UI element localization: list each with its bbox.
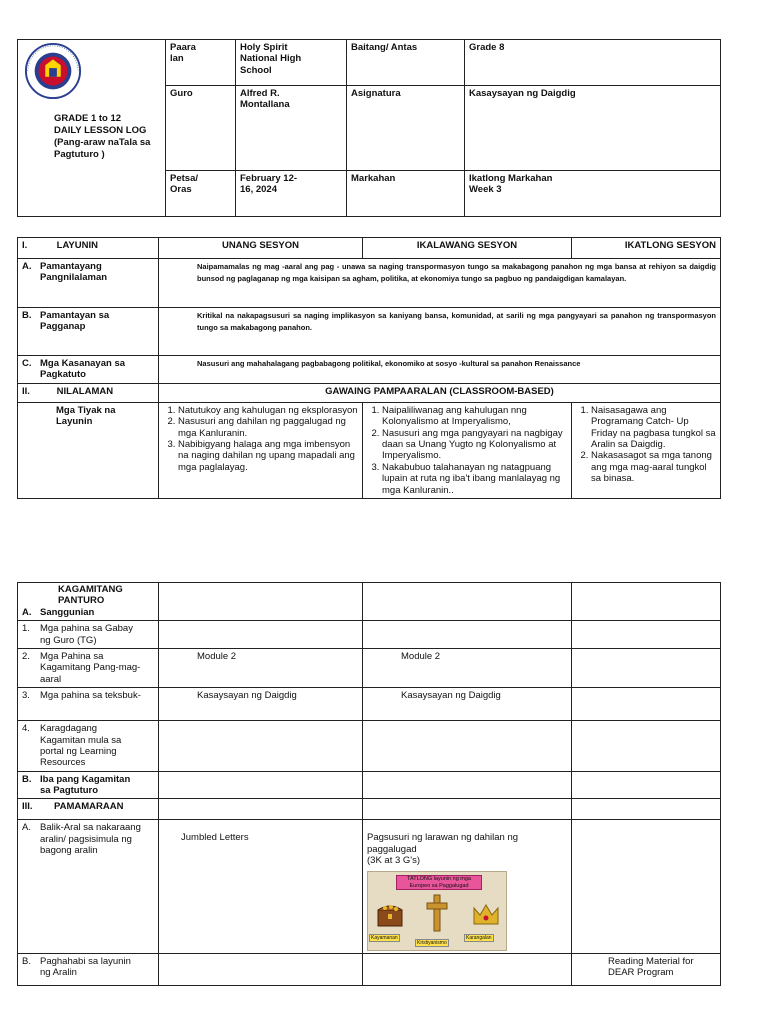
value-line: February 12- [240, 173, 298, 184]
section-title: LAYUNIN [56, 240, 98, 251]
label-line: Karagdagang [40, 723, 98, 735]
label-line: Petsa/ [170, 173, 198, 184]
title-line: Pagtuturo ) [54, 149, 105, 161]
sesyon-1-module: Module 2 [159, 648, 363, 687]
value-line: Ikatlong Markahan [469, 173, 553, 184]
title-line: DAILY LESSON LOG [54, 125, 147, 137]
empty-cell [363, 621, 572, 649]
row-num: 4. [22, 723, 30, 735]
tiyak-layunin-label: Mga Tiyak na Layunin [18, 402, 159, 498]
label-line: sa Pagtuturo [40, 785, 99, 797]
list-item: 3. Nabibigyang halaga ang mga imbensyon na naging dahilan ng upang mapadali ang mga paglalayag. [178, 439, 358, 473]
empty-cell [363, 721, 572, 772]
value-line: National High [240, 53, 302, 65]
asignatura-value: Kasaysayan ng Daigdig [465, 86, 721, 171]
row-num: 1. [22, 623, 30, 635]
label-line: Mga pahina sa teksbuk- [40, 690, 141, 702]
sesyon-2-teksbuk: Kasaysayan ng Daigdig [363, 688, 572, 721]
empty-cell [572, 621, 721, 649]
empty-cell [159, 953, 363, 985]
iba-pang-kagamitan-label [18, 771, 159, 799]
label-line: Balik-Aral sa nakaraang [40, 822, 141, 834]
list-item: 1. Naipaliliwanag ang kahulugan nng Kolonyalismo at Imperyalismo, [382, 405, 567, 428]
text-line: DEAR Program [608, 967, 674, 979]
row-num: C. [22, 358, 32, 369]
treasure-chest-icon [376, 902, 404, 928]
label-line: Pagganap [40, 321, 86, 333]
text-line: Reading Material for [608, 955, 694, 967]
title-line: (Pang-araw naTala sa [54, 137, 151, 149]
kasanayan-text: Nasusuri ang mahahalagang pagbabagong politikal, ekonomiko at sosyo -kultural sa panahon Renaissance [159, 356, 721, 384]
col-header-sesyon-3: IKATLONG SESYON [572, 238, 721, 259]
infographic-label: Kayamanan [371, 934, 398, 941]
infographic-image [367, 871, 507, 951]
nilalaman-heading [18, 383, 159, 402]
section-num: I. [22, 240, 28, 251]
empty-cell [572, 721, 721, 772]
guro-label: Guro [166, 86, 236, 171]
label-line: bagong aralin [40, 845, 98, 857]
label-line: ng Guro (TG) [40, 634, 97, 646]
label-line: Kagamitan mula sa [40, 734, 122, 746]
row-num: B. [22, 310, 32, 321]
materials-table [17, 582, 721, 986]
empty-cell [572, 688, 721, 721]
petsa-label [166, 171, 236, 217]
label-line: portal ng Learning [40, 745, 117, 757]
sesyon-1-balik-aral: Jumbled Letters [159, 820, 363, 953]
label-line: Pamantayan sa [40, 310, 110, 321]
empty-cell [363, 799, 572, 820]
cross-icon [426, 894, 448, 932]
label-line: Mga Kasanayan sa [40, 358, 126, 369]
value-line: School [240, 64, 272, 76]
row-label [18, 953, 159, 985]
empty-cell [572, 771, 721, 799]
row-num: A. [22, 822, 31, 834]
value-line: Alfred R. [240, 88, 280, 99]
text-line: (3K at 3 G's) [367, 855, 421, 867]
row-label [18, 820, 159, 953]
col-header-sesyon-2: IKALAWANG SESYON [363, 238, 572, 259]
empty-cell [572, 799, 721, 820]
row-label [18, 648, 159, 687]
col-header-sesyon-1: UNANG SESYON [159, 238, 363, 259]
row-label [18, 721, 159, 772]
row-num: A. [22, 606, 32, 618]
label-line: ng Aralin [40, 967, 77, 979]
label-line: Paara [170, 42, 196, 53]
label-line: Resources [40, 757, 86, 769]
text-line: TATLONG layunin ng mga [407, 875, 471, 882]
list-item: 3. Nakabubuo talahanayan ng natagpuang lupain at ruta ng iba't ibang manlalayag ng mga Kanluranin.. [382, 462, 567, 496]
text-line: Europeo sa Paggalugad [409, 882, 469, 889]
deped-seal-icon [24, 42, 82, 100]
value-line: Montallana [240, 99, 290, 111]
sesyon-3-objectives [572, 402, 721, 498]
empty-cell [363, 953, 572, 985]
value-line: Week 3 [469, 184, 502, 196]
label-line: aaral [40, 673, 62, 685]
row-num: B. [22, 773, 32, 785]
empty-cell [572, 820, 721, 953]
section-num: III. [22, 801, 33, 813]
sesyon-2-balik-aral [363, 820, 572, 953]
value-line: 16, 2024 [240, 184, 277, 196]
asignatura-label: Asignatura [347, 86, 465, 171]
label-line: Pamantayang [40, 261, 102, 272]
sesyon-2-module: Module 2 [363, 648, 572, 687]
sesyon-3-reading-material [572, 953, 721, 985]
crown-icon [472, 902, 500, 926]
label-line: aralin/ pagsisimula ng [40, 833, 132, 845]
layunin-heading [18, 238, 159, 259]
kagamitan-heading [18, 583, 159, 621]
section-num: II. [22, 385, 30, 397]
label-line: lan [170, 53, 184, 65]
empty-cell [159, 771, 363, 799]
row-num: 2. [22, 650, 30, 662]
list-item: 1. Natutukoy ang kahulugan ng eksplorasyon [178, 405, 358, 416]
empty-cell [363, 771, 572, 799]
empty-cell [159, 799, 363, 820]
text-line: Pagsusuri ng larawan ng dahilan ng paggalugad [367, 832, 519, 855]
sesyon-1-objectives [159, 402, 363, 498]
heading-line: KAGAMITANG [58, 584, 123, 595]
row-label [18, 621, 159, 649]
paaralan-label [166, 40, 236, 86]
label-line: Kagamitang Pang-mag- [40, 662, 141, 674]
label-line: Iba pang Kagamitan [40, 773, 131, 785]
pamamaraan-heading [18, 799, 159, 820]
row-num: A. [22, 261, 32, 272]
label-line: Mga pahina sa Gabay [40, 623, 133, 635]
heading-line: Sanggunian [40, 606, 95, 618]
sesyon-1-teksbuk: Kasaysayan ng Daigdig [159, 688, 363, 721]
row-label [18, 356, 159, 384]
sesyon-2-objectives [363, 402, 572, 498]
label-line: Mga Pahina sa [40, 650, 104, 662]
label-line: Paghahabi sa layunin [40, 955, 131, 967]
empty-cell [159, 621, 363, 649]
empty-cell [159, 721, 363, 772]
label-line: Pangnilalaman [40, 272, 108, 284]
markahan-value [465, 171, 721, 217]
section-title: NILALAMAN [56, 385, 114, 397]
row-num: B. [22, 955, 31, 967]
empty-cell [572, 648, 721, 687]
row-num: 3. [22, 690, 30, 702]
list-item: 2. Nakasasagot sa mga tanong ang mga mag-aaral tungkol sa binasa. [591, 450, 716, 484]
empty-cell [159, 583, 363, 621]
row-label [18, 688, 159, 721]
pamantayang-pangnilalaman-text: Naipamamalas ng mag -aaral ang pag - unawa sa naging transpormasyon tungo sa makabagong panahon ng mga bansa at rehiyon sa daigdig bunsod ng paglaganap ng mga kaisipan sa agham, politika, at ekonomiya tungo sa pagbuo ng pandaigdigan kamalayan. [159, 259, 721, 308]
empty-cell [572, 583, 721, 621]
infographic-label: Karangalan [466, 934, 492, 941]
value-line: Holy Spirit [240, 42, 288, 53]
list-item: 2. Nasusuri ang dahilan ng paggalugad ng mga Kanluranin. [178, 416, 358, 439]
pamantayan-sa-pagganap-text: Kritikal na nakapagsusuri sa naging implikasyon sa kaniyang bansa, komunidad, at sarili ng mga pangyayari sa panahon ng transpormasyon tungo sa makabagong panahon. [159, 308, 721, 356]
heading-line: PANTURO [58, 595, 105, 607]
petsa-value [236, 171, 347, 217]
title-line: GRADE 1 to 12 [54, 113, 122, 125]
header-table [17, 39, 721, 217]
baitang-value: Grade 8 [465, 40, 721, 86]
gawain-heading: GAWAING PAMPAARALAN (CLASSROOM-BASED) [159, 383, 721, 402]
guro-value [236, 86, 347, 171]
title-cell [18, 40, 166, 217]
baitang-label: Baitang/ Antas [347, 40, 465, 86]
infographic-label: Kristiyanismo [417, 939, 447, 946]
markahan-label: Markahan [347, 171, 465, 217]
paaralan-value [236, 40, 347, 86]
label-line: Oras [170, 184, 192, 196]
label-line: Pagkatuto [40, 369, 86, 381]
list-item: 2. Nasusuri ang mga pangyayari na nagbigay daan sa Unang Yugto ng Kolonyalismo at Imperyalismo. [382, 428, 567, 462]
infographic-title [396, 875, 482, 891]
list-item: 1. Naisasagawa ang Programang Catch- Up Friday na pagbasa tungkol sa Aralin sa Daigdig. [591, 405, 716, 451]
section-title: PAMAMARAAN [54, 801, 124, 813]
row-label [18, 259, 159, 308]
empty-cell [363, 583, 572, 621]
objectives-table [17, 237, 721, 499]
row-label [18, 308, 159, 356]
